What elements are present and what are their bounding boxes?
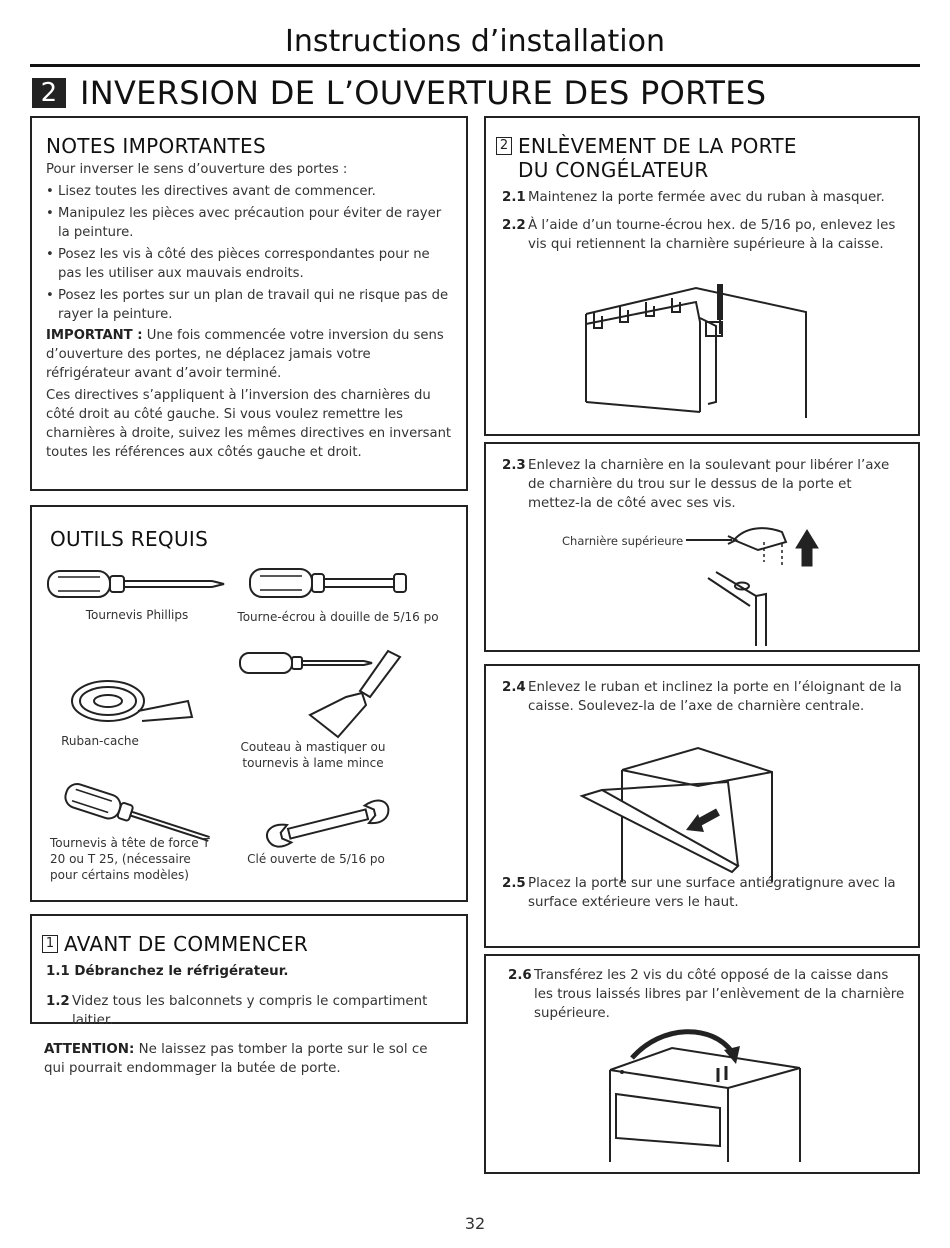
removal-box-2 (484, 442, 920, 652)
important-text: Une fois commencée votre inversion du sens d’ouverture des portes, ne déplacez jamais votre réfrigérateur avant d’avoir terminé. (46, 328, 444, 381)
notes-bullet: • Lisez toutes les directives avant de commencer. (46, 182, 456, 201)
step-text: Enlevez la charnière en la soulevant pour libérer l’axe de charnière du trou sur le dessus de la porte et mettez-la de côté avec ses vis. (528, 458, 890, 511)
tool-caption: Tournevis à tête de force T 20 ou T 25, (nécessaire pour cértains modèles) (50, 836, 210, 882)
section-heading (32, 74, 766, 112)
step-number: 1.2 (46, 994, 70, 1009)
step-text: Transférez les 2 vis du côté opposé de la caisse dans les trous laissés libres par l’enlèvement de la charnière supérieure. (534, 968, 905, 1021)
step-1-1: 1.1 Débranchez le réfrigérateur. (46, 964, 289, 979)
attention-text: Ne laissez pas tomber la porte sur le sol ce qui pourrait endommager la butée de porte. (44, 1042, 428, 1076)
step-2-5 (502, 874, 906, 912)
removal-number: 2 (496, 137, 512, 155)
avant-number: 1 (42, 935, 58, 953)
important-label: IMPORTANT : (46, 328, 143, 343)
step-text: Videz tous les balconnets y compris le compartiment laitier. (72, 994, 428, 1028)
hinge-label: Charnière supérieure (562, 534, 684, 548)
step-2-3 (502, 456, 906, 513)
notes-title: NOTES IMPORTANTES (46, 134, 266, 158)
section-title: INVERSION DE L’OUVERTURE DES PORTES (80, 74, 767, 112)
notes-paragraph: Ces directives s’appliquent à l’inversion des charnières du côté droit au côté gauche. Si vous voulez remettre les charnières à droite, suivez les mêmes directives en inversant toutes les références aux côtés gauche et droit. (46, 388, 452, 460)
tools-box (30, 505, 468, 902)
notes-bullet: • Manipulez les pièces avec précaution pour éviter de rayer la peinture. (46, 204, 456, 242)
door-tilt-illustration (578, 742, 778, 882)
step-text: Placez la porte sur une surface antiégratignure avec la surface extérieure vers le haut. (528, 876, 896, 910)
step-2-2 (502, 216, 906, 254)
tools-title: OUTILS REQUIS (50, 527, 209, 551)
nut-driver-icon (248, 563, 408, 603)
page-number: 32 (464, 1214, 486, 1233)
step-number: 2.1 (502, 190, 526, 205)
masking-tape-icon (68, 675, 208, 735)
hinge-lift-illustration (686, 520, 886, 650)
avant-heading (42, 932, 308, 956)
step-number: 2.2 (502, 218, 526, 233)
tool-caption: Tourne-écrou à douille de 5/16 po (237, 610, 439, 624)
removal-box-4 (484, 954, 920, 1174)
removal-title: ENLÈVEMENT DE LA PORTE DU CONGÉLATEUR (518, 134, 797, 182)
removal-box-3 (484, 664, 920, 948)
attention-note (44, 1040, 444, 1078)
section-number: 2 (32, 78, 66, 108)
step-number: 2.3 (502, 458, 526, 473)
tool-caption: Tournevis Phillips (85, 608, 189, 622)
step-2-1 (502, 188, 902, 207)
putty-knife-icon (238, 645, 408, 745)
phillips-screwdriver-icon (46, 565, 226, 605)
open-end-wrench-icon (258, 799, 398, 849)
removal-heading (496, 134, 818, 182)
avant-title: AVANT DE COMMENCER (64, 932, 309, 956)
step-1-2 (46, 992, 446, 1030)
title-rule (30, 64, 920, 67)
step-text: Enlevez le ruban et inclinez la porte en l’éloignant de la caisse. Soulevez-la de l’axe de charnière centrale. (528, 680, 902, 714)
notes-bullet: • Posez les portes sur un plan de travail qui ne risque pas de rayer la peinture. (46, 286, 456, 324)
tool-caption: Couteau à mastiquer ou tournevis à lame mince (240, 740, 386, 770)
step-text: Maintenez la porte fermée avec du ruban à masquer. (528, 190, 885, 205)
removal-box-1 (484, 116, 920, 436)
screw-transfer-illustration (602, 1038, 822, 1168)
step-number: 2.4 (502, 680, 526, 695)
avant-box (30, 914, 468, 1028)
step-number: 2.5 (502, 876, 526, 891)
notes-box (30, 116, 468, 491)
notes-bullets (46, 182, 456, 324)
page-title: Instructions d’installation (285, 24, 665, 59)
tool-caption: Clé ouverte de 5/16 po (247, 852, 385, 866)
step-2-4 (502, 678, 906, 716)
notes-intro: Pour inverser le sens d’ouverture des portes : (46, 162, 348, 177)
notes-bullet: • Posez les vis à côté des pièces correspondantes pour ne pas les utiliser aux mauvais endroits. (46, 245, 456, 283)
attention-label: ATTENTION: (44, 1042, 135, 1057)
step-2-6 (508, 966, 906, 1023)
step-text: À l’aide d’un tourne-écrou hex. de 5/16 po, enlevez les vis qui retiennent la charnière supérieure à la caisse. (528, 218, 896, 252)
top-hinge-illustration (576, 282, 816, 422)
step-number: 2.6 (508, 968, 532, 983)
notes-important (46, 326, 456, 383)
tool-caption: Ruban-cache (61, 734, 139, 748)
